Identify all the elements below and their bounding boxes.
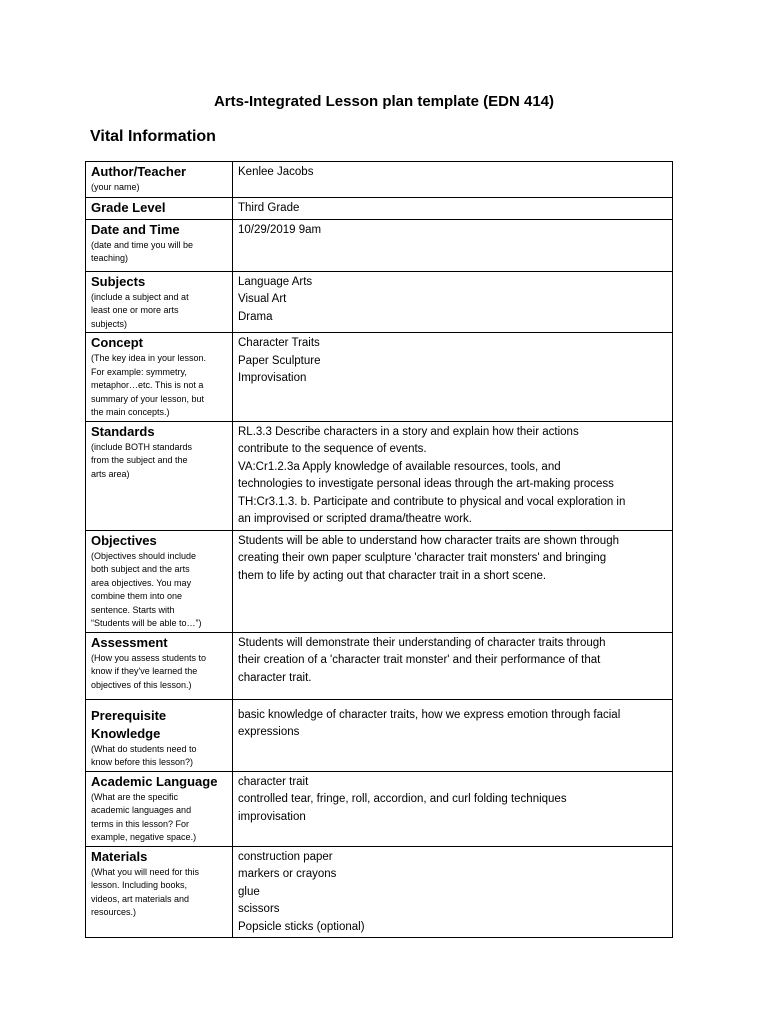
table-row-concept: [86, 333, 673, 422]
row-hint-author: (your name): [91, 182, 140, 192]
row-label-date-and-time: Date and Time: [91, 221, 180, 237]
row-label-assessment: Assessment: [91, 634, 168, 650]
label-cell: [86, 771, 233, 846]
row-hint-academic-language: (What are the specific academic languages and terms in this lesson? For example, negative space.): [91, 791, 197, 842]
label-cell: [86, 846, 233, 938]
row-hint-standards: (include BOTH standards from the subject and the arts area): [91, 441, 193, 479]
row-value-concept: Character Traits Paper Sculpture Improvisation: [238, 337, 321, 384]
row-value-objectives: Students will be able to understand how character traits are shown through creating their own paper sculpture 'character trait monsters' and bringing them to life by acting out that character trait in a short scene.: [238, 534, 619, 582]
table-row-grade-level: [86, 198, 673, 220]
table-row-academic-language: [86, 771, 673, 846]
row-label-subjects: Subjects: [91, 273, 146, 289]
value-cell: [233, 162, 673, 198]
table-row-prerequisite-knowledge: [86, 699, 673, 771]
value-cell: [233, 632, 673, 699]
value-cell: [233, 333, 673, 422]
table-row-author: [86, 162, 673, 198]
row-value-date-and-time: 10/29/2019 9am: [238, 223, 322, 236]
row-hint-assessment: (How you assess students to know if they've learned the objectives of this lesson.): [91, 652, 207, 690]
row-label-prerequisite-knowledge: Prerequisite Knowledge: [91, 707, 167, 741]
table-row-date-and-time: [86, 219, 673, 271]
table-row-subjects: [86, 271, 673, 333]
label-cell: [86, 632, 233, 699]
table-row-objectives: [86, 530, 673, 632]
row-label-author: Author/Teacher: [91, 164, 187, 179]
row-value-assessment: Students will demonstrate their understanding of character traits through their creation of a 'character trait monster' and their performance of that character trait.: [238, 636, 606, 684]
value-cell: [233, 219, 673, 271]
row-label-standards: Standards: [91, 423, 155, 439]
table-row-assessment: [86, 632, 673, 699]
row-value-prerequisite-knowledge: basic knowledge of character traits, how we express emotion through facial expressions: [238, 708, 621, 738]
document-title: Arts-Integrated Lesson plan template (EDN 414): [213, 93, 555, 110]
row-value-grade-level: Third Grade: [238, 202, 300, 214]
label-cell: [86, 333, 233, 422]
label-cell: [86, 198, 233, 220]
value-cell: [233, 271, 673, 333]
label-cell: [86, 219, 233, 271]
row-value-materials: construction paper markers or crayons glue scissors Popsicle sticks (optional): [238, 850, 365, 933]
label-cell: [86, 271, 233, 333]
value-cell: [233, 771, 673, 846]
row-value-author: Kenlee Jacobs: [238, 166, 314, 178]
row-hint-concept: (The key idea in your lesson. For example: symmetry, metaphor…etc. This is not a summary of your lesson, but the main concepts.): [91, 353, 207, 417]
value-cell: [233, 699, 673, 771]
row-hint-materials: (What you will need for this lesson. Including books, videos, art materials and resources.): [91, 866, 200, 917]
table-row-materials: [86, 846, 673, 938]
row-label-grade-level: Grade Level: [91, 200, 166, 215]
row-hint-subjects: (include a subject and at least one or more arts subjects): [91, 291, 189, 329]
label-cell: [86, 421, 233, 530]
row-label-materials: Materials: [91, 848, 148, 864]
table-row-standards: [86, 421, 673, 530]
row-hint-date-and-time: (date and time you will be teaching): [91, 239, 194, 263]
row-value-subjects: Language Arts Visual Art Drama: [238, 275, 313, 323]
label-cell: [86, 162, 233, 198]
label-cell: [86, 530, 233, 632]
value-cell: [233, 198, 673, 220]
value-cell: [233, 846, 673, 938]
row-hint-objectives: (Objectives should include both subject and the arts area objectives. You may combine them into one sentence. Starts with “Students will be able to…”): [91, 550, 202, 628]
row-label-objectives: Objectives: [91, 532, 157, 548]
vital-information-table: [85, 161, 673, 938]
row-value-academic-language: character trait controlled tear, fringe, roll, accordion, and curl folding techniques improvisation: [238, 775, 567, 823]
row-label-academic-language: Academic Language: [91, 773, 218, 789]
value-cell: [233, 530, 673, 632]
value-cell: [233, 421, 673, 530]
row-hint-prerequisite-knowledge: (What do students need to know before this lesson?): [91, 743, 197, 767]
section-heading-vital-information: Vital Information: [90, 128, 216, 145]
row-label-concept: Concept: [91, 335, 143, 350]
row-value-standards: RL.3.3 Describe characters in a story and explain how their actions contribute to the sequence of events. VA:Cr1.2.3a Apply knowledge of available resources, tools, and technologies to investigate personal ideas through the art-making process TH:Cr3.1.3. b. Participate and contribute to physical and vocal exploration in an improvised or scripted drama/theatre work.: [238, 425, 626, 525]
label-cell: [86, 699, 233, 771]
